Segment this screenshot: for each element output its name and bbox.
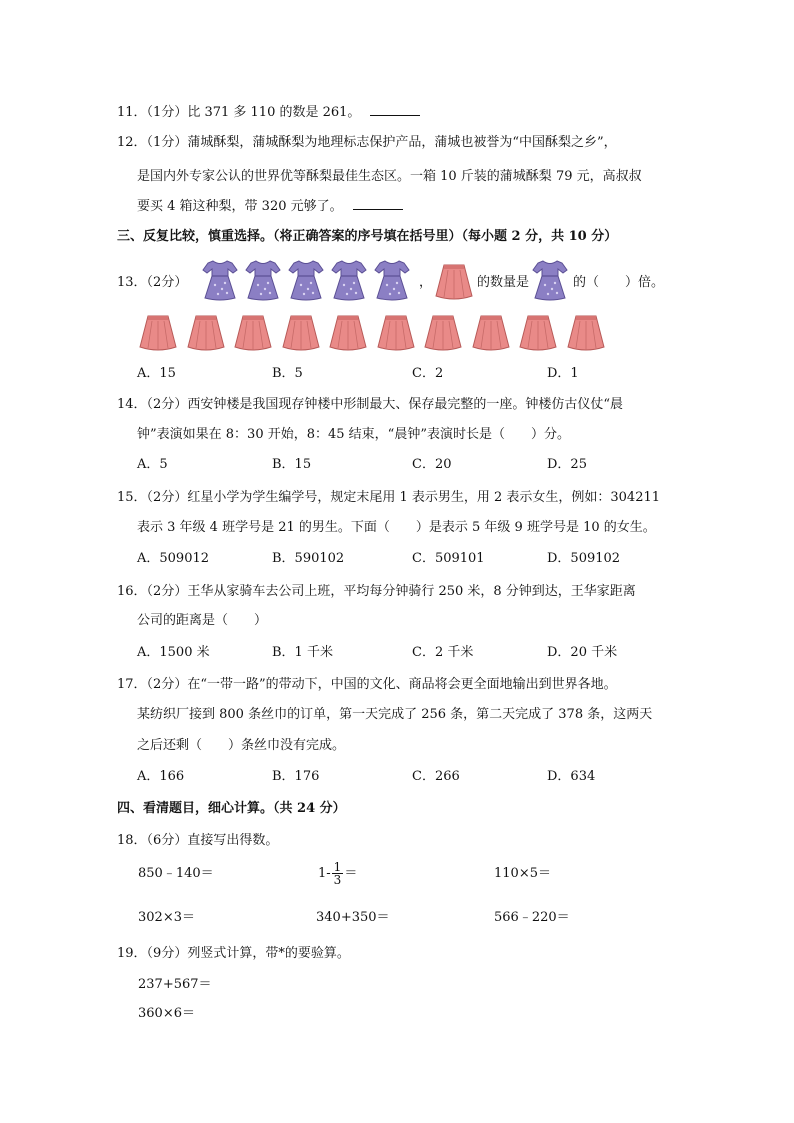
option-a[interactable]: A．509012 <box>137 551 210 566</box>
fraction <box>332 861 344 886</box>
option-c[interactable]: C．266 <box>412 769 460 784</box>
question-12-line-1: 12．（1分）蒲城酥梨，蒲城酥梨为地理标志保护产品，蒲城也被誉为“中国酥梨之乡”， <box>117 135 617 150</box>
option-d[interactable]: D．1 <box>547 366 579 381</box>
question-15-line-2: 表示 3 年级 4 班学号是 21 的男生。下面（ ）是表示 5 年级 9 班学号是 10 的女生。 <box>137 520 656 535</box>
option-b[interactable]: B．5 <box>272 366 303 381</box>
skirt-image <box>516 313 560 353</box>
option-d[interactable]: D．20 千米 <box>547 645 618 660</box>
answer-blank-11[interactable] <box>370 103 420 116</box>
skirt-image <box>564 313 608 353</box>
question-14-options <box>137 455 697 475</box>
answer-blank-12[interactable] <box>353 197 403 210</box>
question-11 <box>117 103 420 123</box>
option-d[interactable]: D．634 <box>547 769 596 784</box>
option-c[interactable]: C．509101 <box>412 551 485 566</box>
skirt-image <box>326 313 370 353</box>
section-3-title: 三、反复比较，慎重选择。（将正确答案的序号填在括号里）（每小题 2 分，共 10 分） <box>117 229 618 244</box>
calc-item: 302×3＝ <box>138 910 195 925</box>
question-12-line-2: 是国内外专家公认的世界优等酥梨最佳生态区。一箱 10 斤装的蒲城酥梨 79 元，高叔叔 <box>137 169 642 184</box>
option-c[interactable]: C．2 千米 <box>412 645 474 660</box>
skirt-image <box>184 313 228 353</box>
question-17-line-2: 某纺织厂接到 800 条丝巾的订单，第一天完成了 256 条，第二天完成了 378 条，这两天 <box>137 707 653 722</box>
section-4-title: 四、看清题目，细心计算。（共 24 分） <box>117 801 346 816</box>
question-14-line-2: 钟”表演如果在 8：30 开始，8：45 结束，“晨钟”表演时长是（ ）分。 <box>137 427 570 442</box>
option-d[interactable]: D．509102 <box>547 551 621 566</box>
option-b[interactable]: B．590102 <box>272 551 345 566</box>
option-d[interactable]: D．25 <box>547 457 587 472</box>
question-14-line-1: 14．（2分）西安钟楼是我国现存钟楼中形制最大、保存最完整的一座。钟楼仿古仪仗“晨 <box>117 397 623 412</box>
option-b[interactable]: B．15 <box>272 457 312 472</box>
question-17-line-1: 17．（2分）在“一带一路”的带动下，中国的文化、商品将会更全面地输出到世界各地。 <box>117 677 617 692</box>
skirt-image <box>421 313 465 353</box>
dress-image <box>286 258 326 302</box>
skirt-image <box>374 313 418 353</box>
question-12-text: 要买 4 箱这种梨，带 320 元够了。 <box>137 199 343 214</box>
calc-item: 850﹣140＝ <box>138 866 214 881</box>
question-15-line-1: 15．（2分）红星小学为学生编学号，规定末尾用 1 表示男生，用 2 表示女生，例如：304211 <box>117 490 661 505</box>
fraction-whole: 1- <box>318 866 331 881</box>
question-13-mid: 的数量是 <box>477 275 530 290</box>
calc-item-fraction <box>318 860 357 888</box>
option-c[interactable]: C．2 <box>412 366 444 381</box>
calc-item: 566﹣220＝ <box>494 910 570 925</box>
calc-item: 110×5＝ <box>494 866 551 881</box>
skirt-image <box>136 313 180 353</box>
option-a[interactable]: A．5 <box>137 457 168 472</box>
question-19-title: 19．（9分）列竖式计算，带*的要验算。 <box>117 946 350 961</box>
question-17-line-3: 之后还剩（ ）条丝巾没有完成。 <box>137 738 346 753</box>
question-13-comma: ， <box>419 275 433 290</box>
skirt-image <box>231 313 275 353</box>
question-15-options <box>137 549 697 569</box>
question-13-prefix: 13．（2分） <box>117 275 188 290</box>
fraction-equals: ＝ <box>344 866 358 881</box>
option-a[interactable]: A．166 <box>137 769 185 784</box>
option-c[interactable]: C．20 <box>412 457 452 472</box>
calc-item: 237+567＝ <box>138 977 212 992</box>
calc-item: 360×6＝ <box>138 1006 195 1021</box>
option-a[interactable]: A．15 <box>137 366 176 381</box>
dress-image <box>200 258 240 302</box>
dress-image <box>329 258 369 302</box>
dress-image <box>372 258 412 302</box>
skirt-image <box>469 313 513 353</box>
skirt-image <box>432 262 476 302</box>
option-a[interactable]: A．1500 米 <box>137 645 210 660</box>
question-11-text: 11．（1分）比 371 多 110 的数是 261。 <box>117 105 361 120</box>
fraction-numerator: 1 <box>333 860 342 874</box>
question-13-suffix: 的（ ）倍。 <box>573 275 665 290</box>
dress-image <box>243 258 283 302</box>
question-16-options <box>137 643 697 663</box>
question-13-options <box>137 364 697 384</box>
option-b[interactable]: B．176 <box>272 769 320 784</box>
question-12-line-3 <box>137 197 403 217</box>
fraction-denominator: 3 <box>333 873 342 887</box>
question-16-line-1: 16．（2分）王华从家骑车去公司上班，平均每分钟骑行 250 米，8 分钟到达，王华家距离 <box>117 584 636 599</box>
dress-image <box>530 258 570 302</box>
skirt-image <box>279 313 323 353</box>
calc-item: 340+350＝ <box>316 910 390 925</box>
question-18-title: 18．（6分）直接写出得数。 <box>117 833 279 848</box>
question-16-line-2: 公司的距离是（ ） <box>137 613 268 628</box>
option-b[interactable]: B．1 千米 <box>272 645 333 660</box>
question-17-options <box>137 767 697 787</box>
